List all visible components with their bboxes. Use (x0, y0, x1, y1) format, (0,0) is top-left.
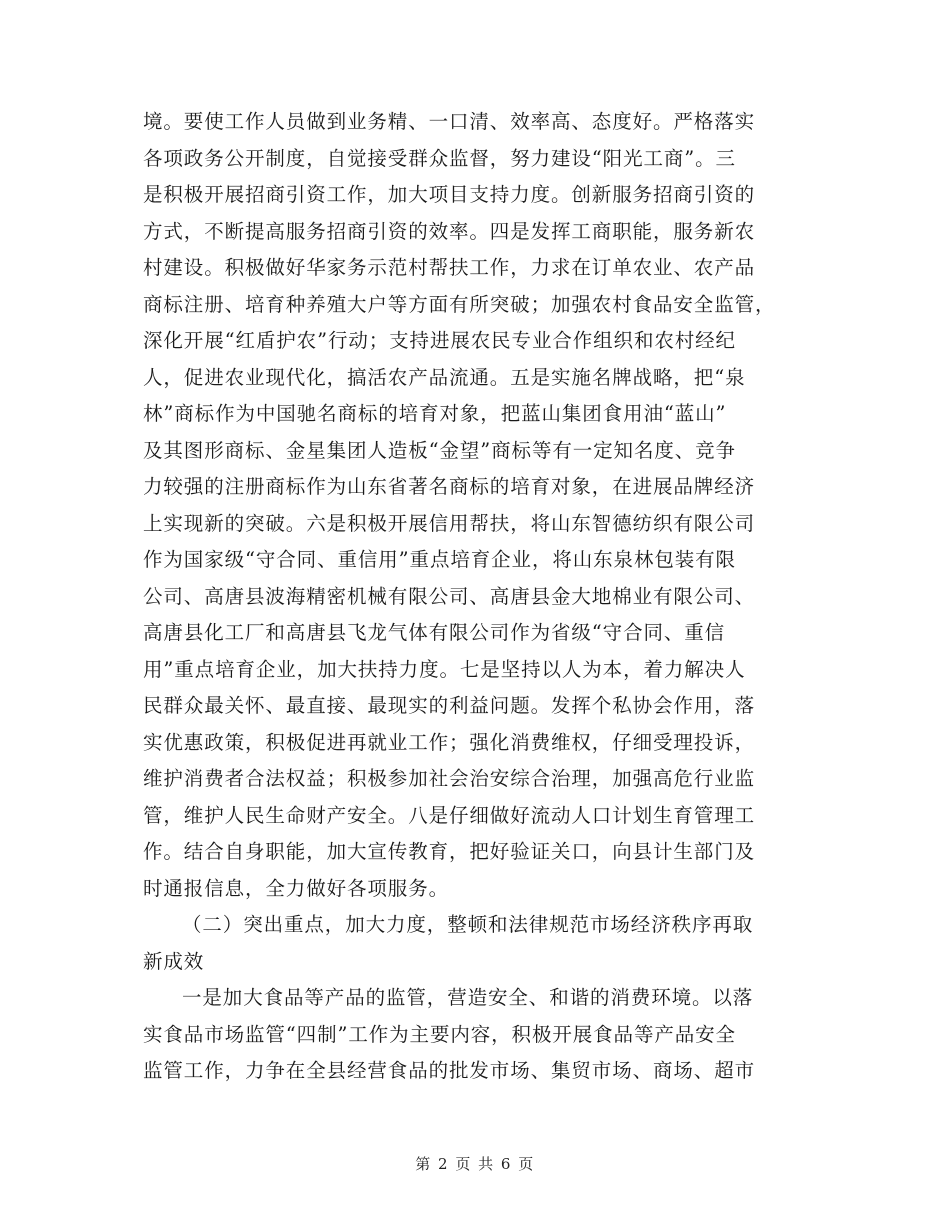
text-line: 公司、高唐县波海精密机械有限公司、高唐县金大地棉业有限公司、 (143, 584, 756, 608)
text-line: 方式，不断提高服务招商引资的效率。四是发挥工商职能，服务新农 (143, 219, 756, 243)
text-line: 用”重点培育企业，加大扶持力度。七是坚持以人为本，着力解决人 (143, 657, 746, 681)
text-line: 作为国家级“守合同、重信用”重点培育企业，将山东泉林包装有限 (143, 548, 736, 571)
text-line: 维护消费者合法权益；积极参加社会治安综合治理，加强高危行业监 (143, 767, 756, 790)
text-line: 民群众最关怀、最直接、最现实的利益问题。发挥个私协会作用，落 (143, 694, 756, 717)
text-line: 境。要使工作人员做到业务精、一口清、效率高、态度好。严格落实 (143, 110, 756, 133)
text-line: 是积极开展招商引资工作，加大项目支持力度。创新服务招商引资的 (143, 183, 756, 206)
text-line: 监管工作，力争在全县经营食品的批发市场、集贸市场、商场、超市 (143, 1059, 756, 1082)
paragraph-start-line: 一是加大食品等产品的监管，营造安全、和谐的消费环境。以落 (182, 986, 754, 1009)
text-line: 实食品市场监管“四制”工作为主要内容，积极开展食品等产品安全 (143, 1022, 736, 1046)
section-heading: （二）突出重点，加大力度，整顿和法律规范市场经济秩序再取 (182, 913, 754, 936)
text-line: 时通报信息，全力做好各项服务。 (143, 876, 450, 900)
text-line: 村建设。积极做好华家务示范村帮扶工作，力求在订单农业、农产品 (143, 256, 756, 279)
text-line: 力较强的注册商标作为山东省著名商标的培育对象，在进展品牌经济 (143, 475, 756, 498)
page-number-footer: 第 2 页 共 6 页 (415, 1155, 535, 1173)
text-line: 高唐县化工厂和高唐县飞龙气体有限公司作为省级“守合同、重信 (143, 621, 726, 644)
text-line: 管，维护人民生命财产安全。八是仔细做好流动人口计划生育管理工 (143, 803, 756, 827)
text-line: 及其图形商标、金星集团人造板“金望”商标等有一定知名度、竞争 (143, 438, 736, 462)
text-line: 林”商标作为中国驰名商标的培育对象，把蓝山集团食用油“蓝山” (143, 402, 727, 425)
document-body (143, 104, 805, 1090)
text-line: 实优惠政策，积极促进再就业工作；强化消费维权，仔细受理投诉， (143, 730, 756, 754)
text-line: 深化开展“红盾护农”行动；支持进展农民专业合作组织和农村经纪 (143, 329, 736, 352)
text-line: 各项政务公开制度，自觉接受群众监督，努力建设“阳光工商”。三 (143, 146, 736, 170)
text-line: 商标注册、培育种养殖大户等方面有所突破；加强农村食品安全监管， (143, 292, 776, 316)
text-line: 人，促进农业现代化，搞活农产品流通。五是实施名牌战略，把“泉 (143, 365, 746, 389)
section-heading-continued: 新成效 (143, 949, 205, 973)
text-line: 作。结合自身职能，加大宣传教育，把好验证关口，向县计生部门及 (143, 840, 756, 863)
text-line: 上实现新的突破。六是积极开展信用帮扶，将山东智德纺织有限公司 (143, 511, 756, 535)
